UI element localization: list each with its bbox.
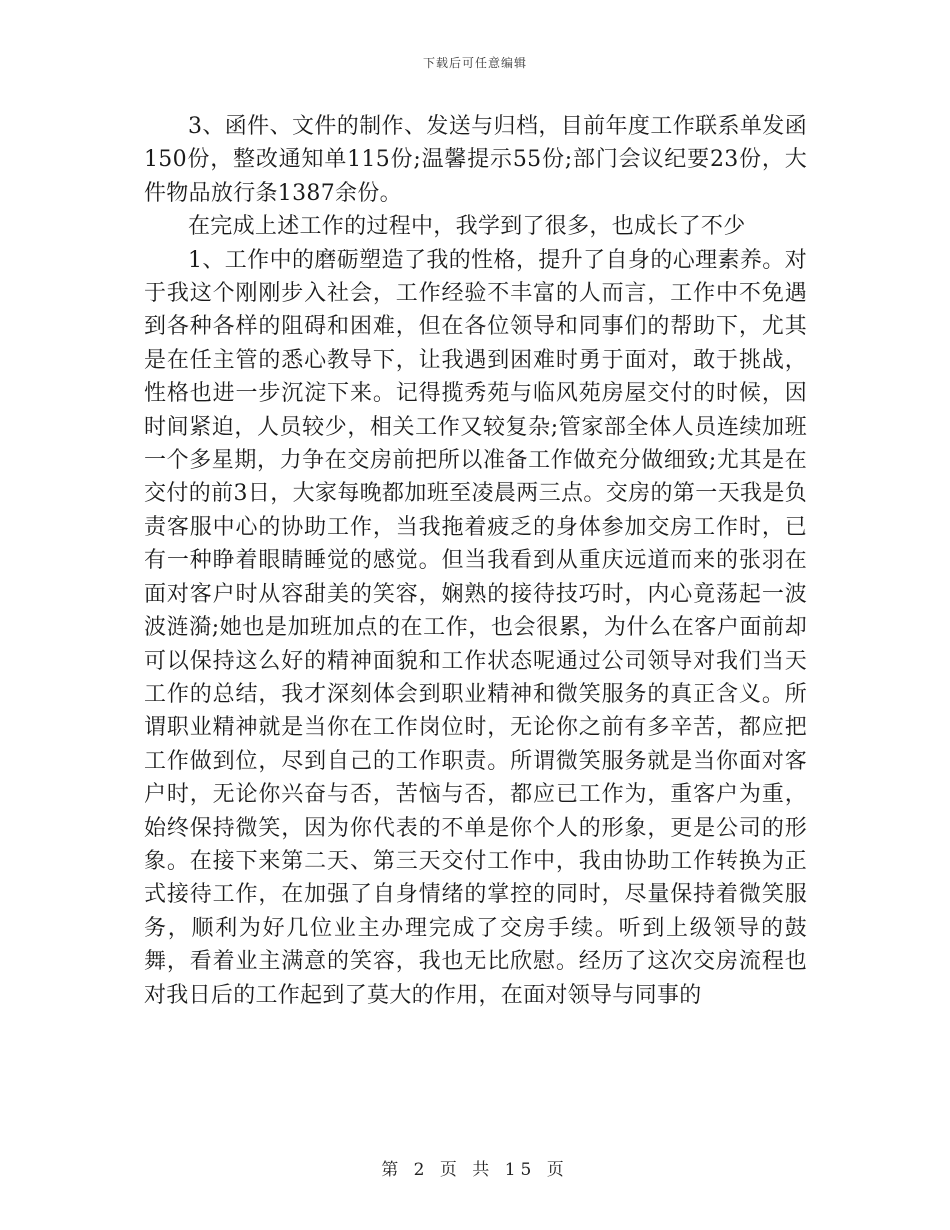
paragraph: 1、工作中的磨砺塑造了我的性格，提升了自身的心理素养。对于我这个刚刚步入社会，工作经验不丰富的人而言，工作中不免遇到各种各样的阻碍和困难，但在各位领导和同事们的帮助下，尤其是在任主管的悉心教导下，让我遇到困难时勇于面对，敢于挑战，性格也进一步沉淀下来。记得揽秀苑与临风苑房屋交付的时候，因时间紧迫，人员较少，相关工作又较复杂;管家部全体人员连续加班一个多星期，力争在交房前把所以准备工作做充分做细致;尤其是在交付的前3日，大家每晚都加班至凌晨两三点。交房的第一天我是负责客服中心的协助工作，当我拖着疲乏的身体参加交房工作时，已有一种睁着眼睛睡觉的感觉。但当我看到从重庆远道而来的张羽在面对客户时从容甜美的笑容，娴熟的接待技巧时，内心竟荡起一波波涟漪;她也是加班加点的在工作，也会很累，为什么在客户面前却可以保持这么好的精神面貌和工作状态呢通过公司领导对我们当天工作的总结，我才深刻体会到职业精神和微笑服务的真正含义。所谓职业精神就是当你在工作岗位时，无论你之前有多辛苦，都应把工作做到位，尽到自己的工作职责。所谓微笑服务就是当你面对客户时，无论你兴奋与否，苦恼与否，都应已工作为，重客户为重，始终保持微笑，因为你代表的不单是你个人的形象，更是公司的形象。在接下来第二天、第三天交付工作中，我由协助工作转换为正式接待工作，在加强了自身情绪的掌控的同时，尽量保持着微笑服务，顺利为好几位业主办理完成了交房手续。听到上级领导的鼓舞，看着业主满意的笑容，我也无比欣慰。经历了这次交房流程也对我日后的工作起到了莫大的作用，在面对领导与同事的 (144, 247, 807, 1008)
header-note: 下载后可任意编辑 (422, 56, 527, 70)
paragraph: 在完成上述工作的过程中，我学到了很多，也成长了不少 (188, 214, 746, 240)
paragraph: 3、函件、文件的制作、发送与归档，目前年度工作联系单发函150份，整改通知单115份;温馨提示55份;部门会议纪要23份，大件物品放行条1387余份。 (144, 114, 807, 206)
page-number: 第 2 页 共 15 页 (381, 1160, 569, 1180)
document-body (144, 110, 807, 1012)
